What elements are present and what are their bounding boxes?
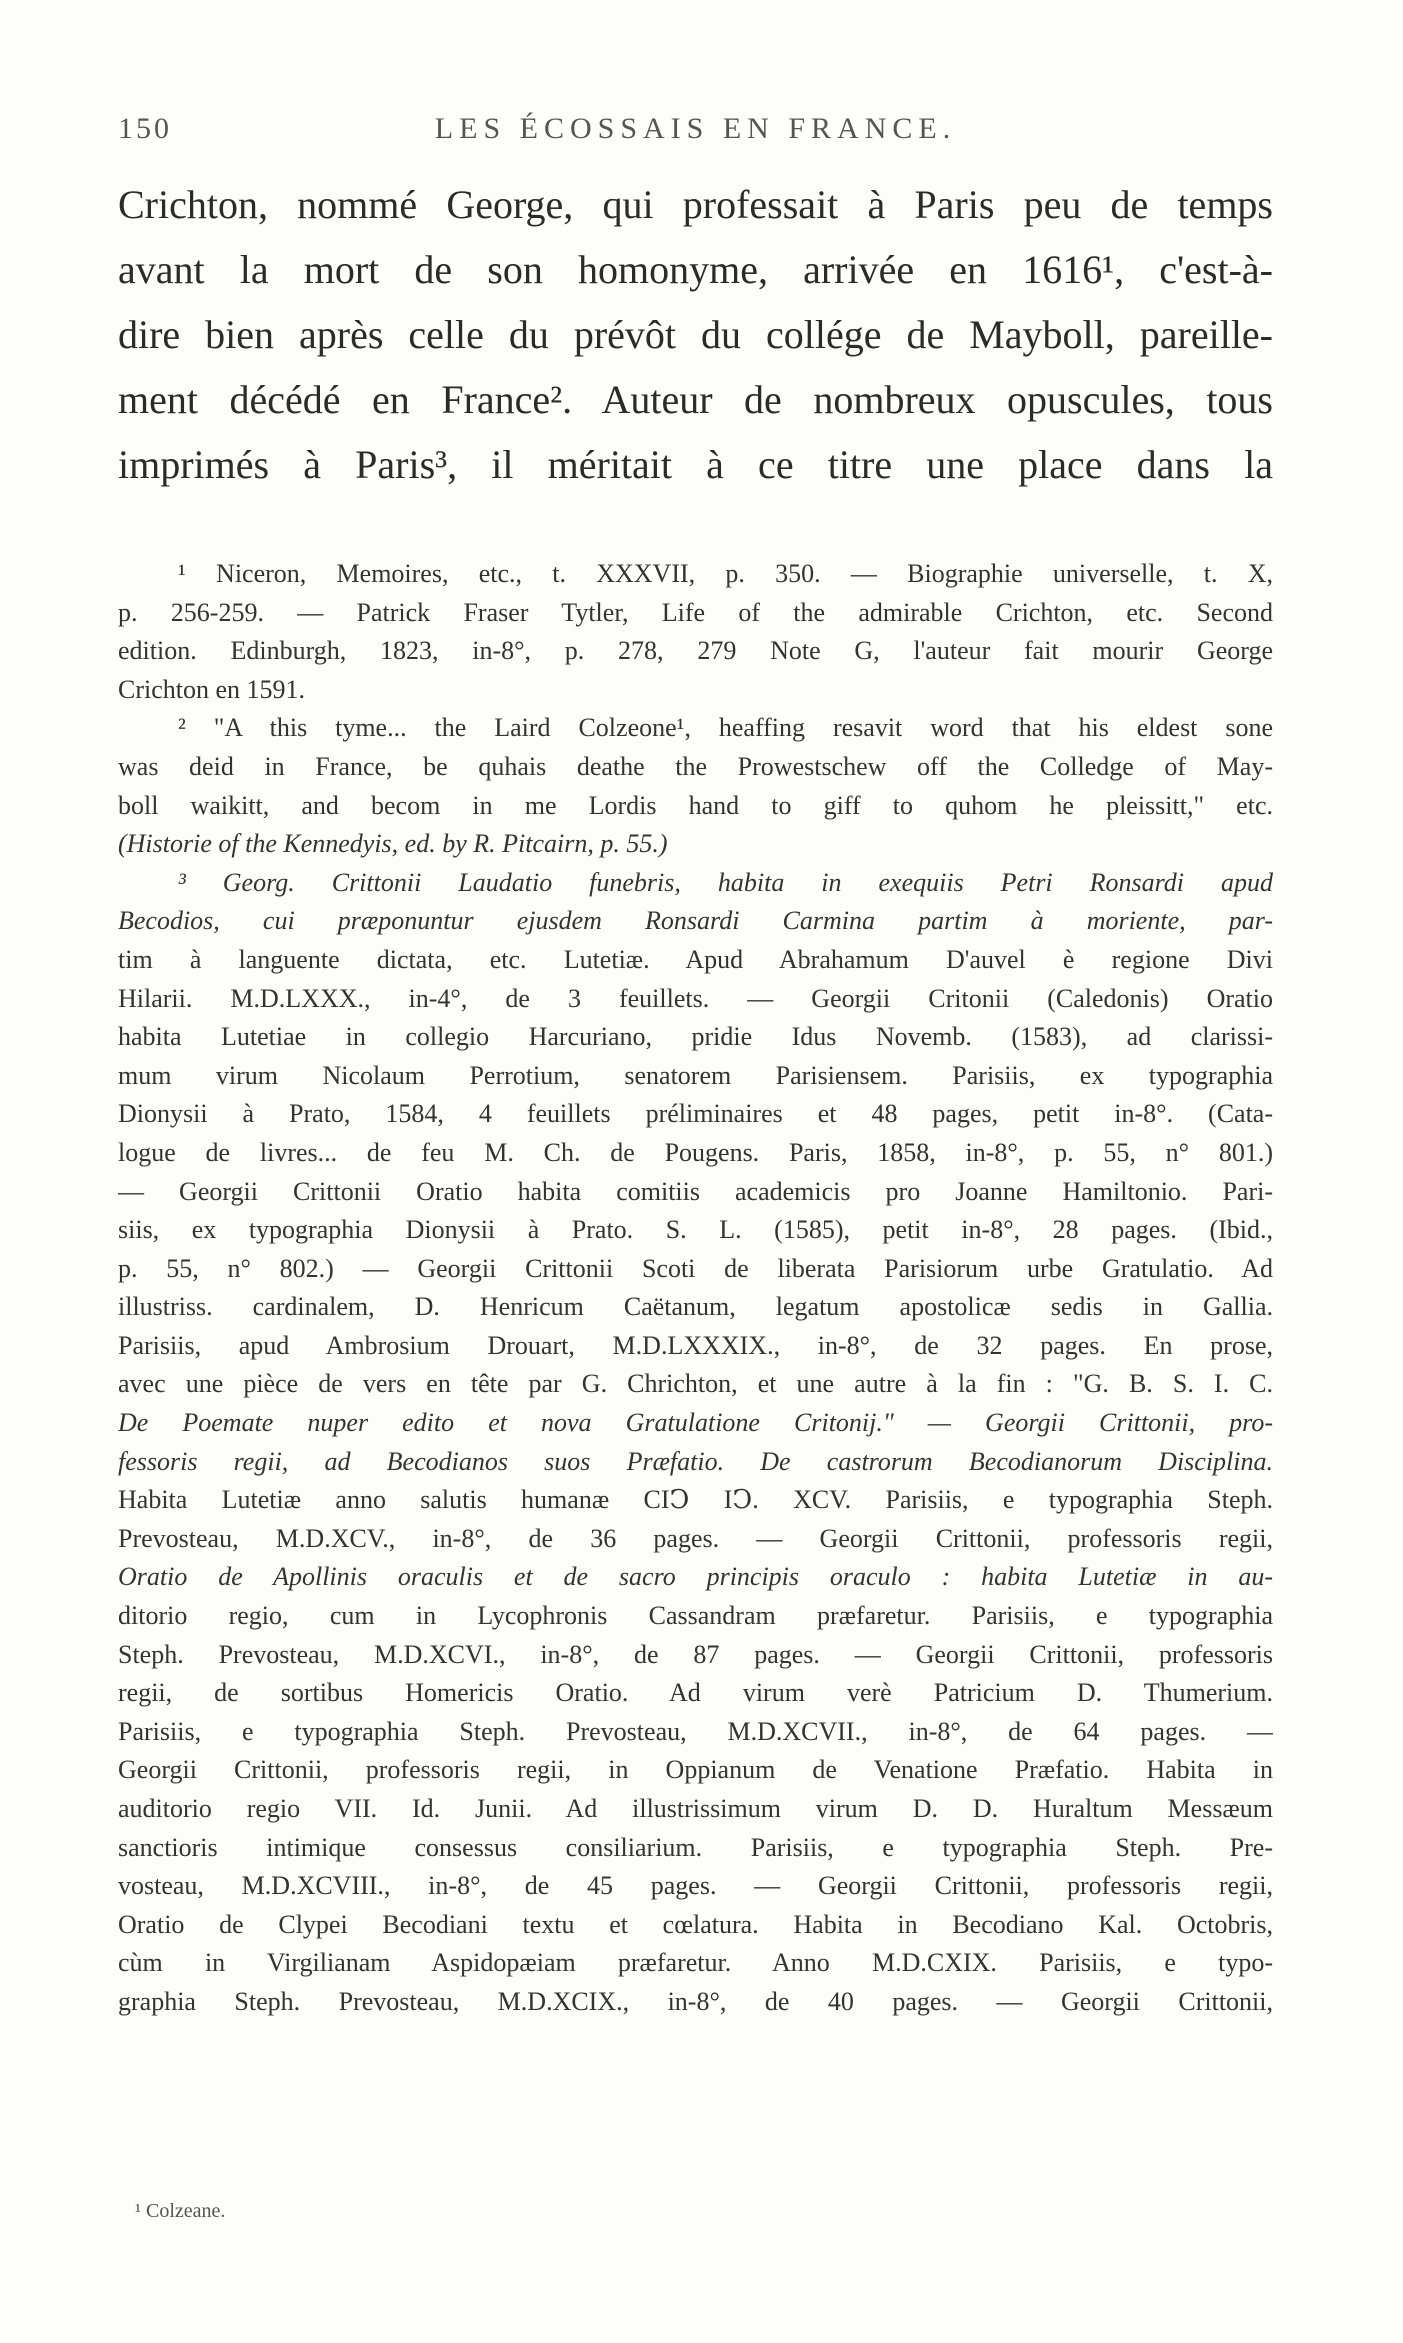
footnote-line: edition. Edinburgh, 1823, in-8°, p. 278, 279 Note G, l'auteur fait mourir George bbox=[118, 636, 1273, 666]
footnote-line: boll waikitt, and becom in me Lordis hand to giff to quhom he pleissitt," etc. bbox=[118, 790, 1273, 820]
footnote-line: p. 256-259. — Patrick Fraser Tytler, Life of the admirable Crichton, etc. Second bbox=[118, 597, 1273, 627]
footnote-line: — Georgii Crittonii Oratio habita comitiis academicis pro Joanne Hamiltonio. Pari- bbox=[118, 1176, 1273, 1206]
main-line: dire bien après celle du prévôt du collége de Mayboll, pareille- bbox=[118, 312, 1273, 357]
footnote-line: Crichton en 1591. bbox=[118, 674, 306, 704]
footnote-line: Dionysii à Prato, 1584, 4 feuillets préliminaires et 48 pages, petit in-8°. (Cata- bbox=[118, 1099, 1273, 1129]
main-line: imprimés à Paris³, il méritait à ce titre une place dans la bbox=[118, 442, 1273, 487]
footnote-line: De Poemate nuper edito et nova Gratulatione Critonij." — Georgii Crittonii, pro- bbox=[118, 1408, 1273, 1438]
bottom-footnote: ¹ Colzeane. bbox=[135, 2200, 226, 2222]
footnote-line: sanctioris intimique consessus consiliarium. Parisiis, e typographia Steph. Pre- bbox=[118, 1832, 1273, 1862]
footnote-line bbox=[118, 2022, 1273, 2061]
footnote-line: Hilarii. M.D.LXXX., in-4°, de 3 feuillets. — Georgii Critonii (Caledonis) Oratio bbox=[118, 983, 1273, 1013]
running-header bbox=[118, 112, 1273, 162]
main-line: ment décédé en France². Auteur de nombreux opuscules, tous bbox=[118, 377, 1273, 422]
footnote-line: ¹ Niceron, Memoires, etc., t. XXXVII, p. 350. — Biographie universelle, t. X, bbox=[178, 559, 1273, 588]
footnote-line: logue de livres... de feu M. Ch. de Pougens. Paris, 1858, in-8°, p. 55, n° 801.) bbox=[118, 1137, 1273, 1167]
footnote-line: ³ Georg. Crittonii Laudatio funebris, habita in exequiis Petri Ronsardi apud bbox=[178, 867, 1273, 897]
footnote-line: (Historie of the Kennedyis, ed. by R. Pitcairn, p. 55.) bbox=[118, 829, 668, 859]
footnote-line: avec une pièce de vers en tête par G. Chrichton, et une autre à la fin : "G. B. S. I. C. bbox=[118, 1369, 1273, 1399]
footnote-line: illustriss. cardinalem, D. Henricum Caëtanum, legatum apostolicæ sedis in Gallia. bbox=[118, 1292, 1273, 1322]
main-text bbox=[118, 172, 1273, 497]
footnote-line: Georgii Crittonii, professoris regii, in Oppianum de Venatione Præfatio. Habita in bbox=[118, 1755, 1273, 1785]
footnotes bbox=[118, 555, 1273, 2060]
footnote-line: cùm in Virgilianam Aspidopæiam præfaretur. Anno M.D.CXIX. Parisiis, e typo- bbox=[118, 1948, 1273, 1978]
footnote-line: Prevosteau, M.D.XCV., in-8°, de 36 pages. — Georgii Crittonii, professoris regii, bbox=[118, 1523, 1273, 1553]
footnote-line: p. 55, n° 802.) — Georgii Crittonii Scoti de liberata Parisiorum urbe Gratulatio. Ad bbox=[118, 1253, 1273, 1283]
footnote-line: ² "A this tyme... the Laird Colzeone¹, heaffing resavit word that his eldest sone bbox=[178, 713, 1273, 743]
footnote-line: auditorio regio VII. Id. Junii. Ad illustrissimum virum D. D. Huraltum Messæum bbox=[118, 1794, 1273, 1823]
footnote-line: Habita Lutetiæ anno salutis humanæ CIↃ IↃ. XCV. Parisiis, e typographia Steph. bbox=[118, 1485, 1273, 1515]
footnote-line: habita Lutetiae in collegio Harcuriano, pridie Idus Novemb. (1583), ad clarissi- bbox=[118, 1022, 1273, 1052]
footnote-line: Oratio de Clypei Becodiani textu et cœlatura. Habita in Becodiano Kal. Octobris, bbox=[118, 1909, 1273, 1939]
main-line: avant la mort de son homonyme, arrivée en 1616¹, c'est-à- bbox=[118, 247, 1273, 292]
main-line: Crichton, nommé George, qui professait à Paris peu de temps bbox=[118, 182, 1273, 227]
footnote-line: Parisiis, apud Ambrosium Drouart, M.D.LXXXIX., in-8°, de 32 pages. En prose, bbox=[118, 1330, 1273, 1360]
footnote-line: Steph. Prevosteau, M.D.XCVI., in-8°, de 87 pages. — Georgii Crittonii, professoris bbox=[118, 1639, 1273, 1669]
footnote-line: ditorio regio, cum in Lycophronis Cassandram præfaretur. Parisiis, e typographia bbox=[118, 1601, 1273, 1631]
footnote-line: was deid in France, be quhais deathe the Prowestschew off the Colledge of May- bbox=[118, 751, 1273, 781]
footnote-line: siis, ex typographia Dionysii à Prato. S. L. (1585), petit in-8°, 28 pages. (Ibid., bbox=[118, 1215, 1273, 1245]
footnote-line: fessoris regii, ad Becodianos suos Præfatio. De castrorum Becodianorum Disciplina. bbox=[118, 1446, 1273, 1476]
page-number: 150 bbox=[118, 112, 172, 145]
footnote-line: regii, de sortibus Homericis Oratio. Ad virum verè Patricium D. Thumerium. bbox=[118, 1678, 1273, 1708]
running-title: LES ÉCOSSAIS EN FRANCE. bbox=[434, 112, 957, 145]
footnote-line: graphia Steph. Prevosteau, M.D.XCIX., in-8°, de 40 pages. — Georgii Crittonii, bbox=[118, 1986, 1273, 2016]
footnote-line: tim à languente dictata, etc. Lutetiæ. Apud Abrahamum D'auvel è regione Divi bbox=[118, 944, 1273, 974]
footnote-line: Becodios, cui præponuntur ejusdem Ronsardi Carmina partim à moriente, par- bbox=[118, 906, 1273, 936]
footnote-line: Parisiis, e typographia Steph. Prevosteau, M.D.XCVII., in-8°, de 64 pages. — bbox=[118, 1716, 1273, 1746]
footnote-line: vosteau, M.D.XCVIII., in-8°, de 45 pages. — Georgii Crittonii, professoris regii, bbox=[118, 1871, 1273, 1901]
footnote-line: Oratio de Apollinis oraculis et de sacro principis oraculo : habita Lutetiæ in au- bbox=[118, 1562, 1273, 1592]
footnote-line: mum virum Nicolaum Perrotium, senatorem Parisiensem. Parisiis, ex typographia bbox=[118, 1060, 1273, 1090]
